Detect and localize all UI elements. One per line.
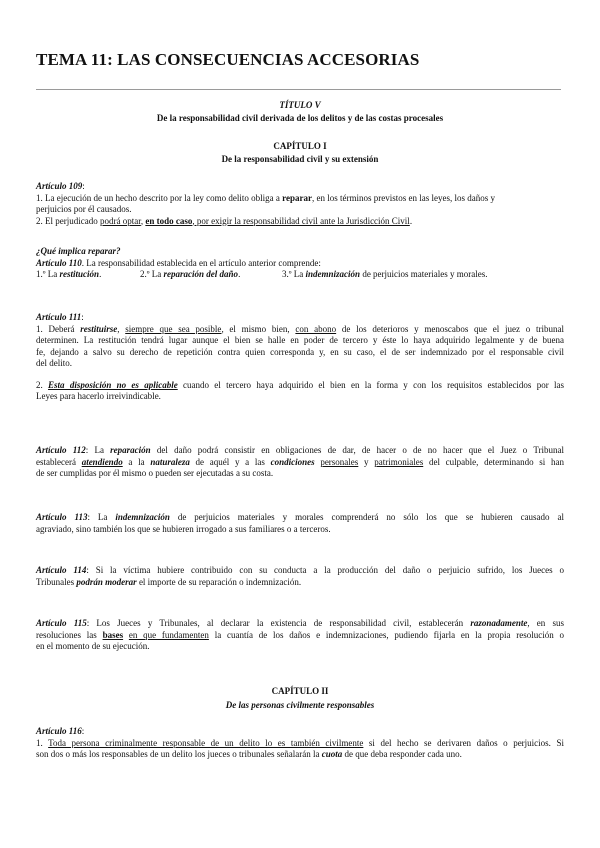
article-116-line-1: 1. Toda persona criminalmente responsable de un delito lo es también civilmente si del hecho se derivaren daños o perjuicios. Si — [36, 737, 564, 748]
article-111: Artículo 111: 1. Deberá restituirse, siempre que sea posible, el mismo bien, con abono de los deterioros y menoscabos que el juez o tribunal determinen. La restitución tendrá lugar aunque el bien se halle en poder de tercero y éste lo haya adquirido legalmente y de buena fe, dejando a salvo su derecho de repetición contra quien corresponda y, en su caso, el de ser indemnizado por el responsable civil del delito. 2. Esta disposición no es aplicable cuando el tercero haya adquirido el bien en la forma y con los requisitos establecidos por las Leyes para hacerlo irreivindicable. — [36, 312, 565, 401]
article-111-line-1: 1. Deberá restituirse, siempre que sea posible, el mismo bien, con abono de los deterioros y menoscabos que el juez o tribunal — [36, 323, 564, 334]
article-113-line-1: Artículo 113: La indemnización de perjuicios materiales y morales comprenderá no sólo los que se hubieren causado al — [36, 512, 564, 522]
article-112-line-1: Artículo 112: La reparación del daño podrá consistir en obligaciones de dar, de hacer o de no hacer que el Juez o Tribunal — [36, 445, 564, 455]
article-109-heading: Artículo 109 — [36, 181, 83, 191]
capitulo-2-subtitle: De las personas civilmente responsables — [225, 700, 375, 710]
capitulo-2-label: CAPÍTULO II — [271, 686, 329, 696]
article-110-line: Artículo 110. La responsabilidad establecida en el artículo anterior comprende: — [36, 257, 321, 268]
capitulo-1-label: CAPÍTULO I — [273, 141, 327, 151]
article-109: Artículo 109: 1. La ejecución de un hecho descrito por la ley como delito obliga a reparar, en los términos previstos en las leyes, los daños y perjuicios por él causados. 2. El perjudicado podrá optar, en todo caso, por exigir la responsabilidad civil ante la Jurisdicción Civil. — [36, 181, 564, 227]
article-111-line-2: determinen. La restitución tendrá lugar aunque el bien se halle en poder de tercero y éste lo haya adquirido legalmente y de buena — [36, 335, 564, 345]
article-116-heading: Artículo 116 — [36, 726, 82, 736]
titulo-label: TÍTULO V — [279, 100, 321, 110]
question-block — [36, 246, 564, 281]
article-114-line-2: Tribunales podrán moderar el importe de su reparación o indemnización. — [36, 576, 302, 587]
article-114-line-1: Artículo 114: Si la víctima hubiere contribuido con su conducta a la producción del daño o perjuicio sufrido, los Jueces o — [36, 565, 564, 575]
item-reparacion: 2.º La reparación del daño. — [140, 269, 241, 279]
article-115-line-3: en el momento de su ejecución. — [36, 641, 150, 651]
titulo-subtitle: De la responsabilidad civil derivada de los delitos y de las costas procesales — [156, 113, 444, 123]
article-111-para-2-line-1: 2. Esta disposición no es aplicable cuando el tercero haya adquirido el bien en la forma y con los requisitos establecidos por las — [36, 379, 565, 390]
item-restitucion: 1.º La restitución. — [36, 269, 102, 279]
capitulo-1-subtitle: De la responsabilidad civil y su extensión — [221, 154, 379, 164]
article-112-line-3: de ser cumplidas por él mismo o pueden ser ejecutadas a su costa. — [36, 468, 274, 478]
article-111-line-4: del delito. — [36, 358, 72, 368]
article-112 — [36, 445, 564, 480]
page-title: TEMA 11: LAS CONSECUENCIAS ACCESORIAS — [36, 50, 420, 69]
article-114 — [36, 565, 564, 588]
item-indemnizacion: 3.º La indemnización de perjuicios materiales y morales. — [282, 269, 488, 279]
article-111-heading: Artículo 111 — [36, 312, 82, 322]
article-109-line-1: 1. La ejecución de un hecho descrito por la ley como delito obliga a reparar, en los términos previstos en las leyes, los daños y — [36, 192, 495, 203]
article-111-line-3: fe, dejando a salvo su derecho de repetición contra quien corresponda y, en su caso, el de ser indemnizado por el responsable civil — [36, 346, 564, 357]
article-115-line-1: Artículo 115: Los Jueces y Tribunales, al declarar la existencia de responsabilidad civil, establecerán razonadamente, en sus — [36, 618, 564, 628]
article-113-line-2: agraviado, sino también los que se hubieren irrogado a sus familiares o a terceros. — [36, 523, 331, 534]
question-heading: ¿Qué implica reparar? — [36, 246, 121, 256]
article-116-line-2: son dos o más los responsables de un delito los jueces o tribunales señalarán la cuota de que deba responder cada uno. — [36, 749, 462, 759]
article-110-items — [36, 269, 564, 281]
article-109-line-2: perjuicios por él causados. — [36, 204, 132, 214]
divider-line — [36, 89, 561, 90]
article-109-line-3: 2. El perjudicado podrá optar, en todo caso, por exigir la responsabilidad civil ante la Jurisdicción Civil. — [36, 215, 413, 226]
article-115 — [36, 618, 564, 653]
article-113 — [36, 512, 564, 535]
article-111-para-2-line-2: Leyes para hacerlo irreivindicable. — [36, 391, 161, 401]
article-115-line-2: resoluciones las bases en que fundamenten la cuantía de los daños e indemnizaciones, pudiendo fijarla en la propia resolución o — [36, 629, 565, 640]
article-116: Artículo 116: 1. Toda persona criminalmente responsable de un delito lo es también civilmente si del hecho se derivaren daños o perjuicios. Si son dos o más los responsables de un delito los jueces o tribunales señalarán la cuota de que deba responder cada uno. — [36, 726, 564, 759]
article-112-line-2: establecerá atendiendo a la naturaleza de aquél y a las condiciones personales y patrimoniales del culpable, determinando si han — [36, 456, 564, 467]
